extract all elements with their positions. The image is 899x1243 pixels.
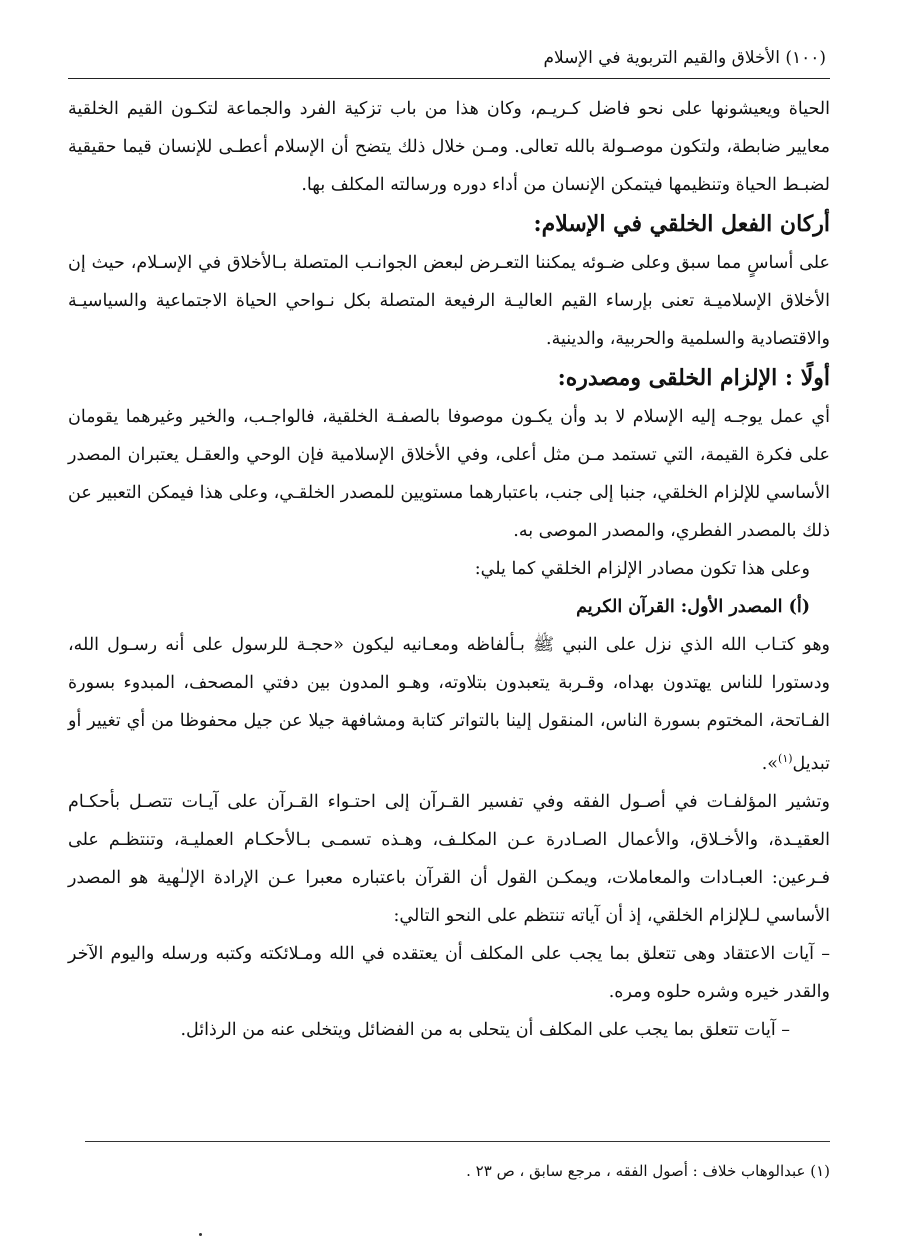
paragraph: على أساسٍ مما سبق وعلى ضـوئه يمكننا التعـرض لبعض الجوانـب المتصلة بـالأخلاق في الإسـلام، حيث إن الأخلاق الإسلاميـة تعنى بإرساء القيم العاليـة الرفيعة المتصلة بكل نـواحي الحياة الاجتماعية والسياسيـة والاقتصادية والسلمية والحربية، والدينية. bbox=[68, 253, 830, 349]
section-heading: أركان الفعل الخلقي في الإسلام: bbox=[533, 211, 830, 237]
paragraph-end: ». bbox=[761, 753, 779, 774]
page-body bbox=[68, 90, 830, 1049]
source-heading: (أ) المصدر الأول: القرآن الكريم bbox=[576, 597, 810, 617]
list-item: – آيات الاعتقاد وهى تتعلق بما يجب على المكلف أن يعتقده في الله ومـلائكته وكتبه ورسله واليوم الآخر والقدر خيره وشره حلوه ومره. bbox=[68, 943, 830, 1002]
subsection-heading: أولًا : الإلزام الخلقى ومصدره: bbox=[557, 365, 830, 391]
paragraph: وتشير المؤلفـات في أصـول الفقه وفي تفسير القـرآن إلى احتـواء القـرآن على آيـات تتصـل بأحكـام العقيـدة، والأخـلاق، والأعمال الصـادرة عـن المكلـف، وهـذه تسمـى بـالأحكـام العمليـة، وتنتظـم على فـرعين: العبـادات والمعاملات، ويمكـن القول أن القرآن باعتباره معبرا عـن الإرادة الإلـٰهية هو المصدر الأساسي لـلإلزام الخلقي، إذ أن آياته تنتظم على النحو التالي: bbox=[68, 791, 830, 926]
header-rule bbox=[68, 78, 830, 79]
footnote-ref[interactable]: (١) bbox=[778, 752, 793, 765]
paragraph bbox=[68, 626, 830, 783]
list-item: – آيات تتعلق بما يجب على المكلف أن يتحلى به من الفضائل ويتخلى عنه من الرذائل. bbox=[180, 1019, 790, 1040]
running-title: (١٠٠) الأخلاق والقيم التربوية في الإسلام bbox=[543, 48, 826, 68]
page-mark bbox=[199, 1233, 202, 1236]
paragraph: الحياة ويعيشونها على نحو فاضل كـريـم، وكان هذا من باب تزكية الفرد والجماعة لتكـون القيم الخلقية معايير ضابطة، ولتكون موصـولة بالله تعالى. ومـن خلال ذلك يتضح أن الإسلام أعطـى للإنسان قيما حقيقية لضبـط الحياة وتنظيمها فيتمكن الإنسان من أداء دوره ورسالته المكلف بها. bbox=[68, 99, 830, 195]
paragraph: وعلى هذا تكون مصادر الإلزام الخلقي كما يلي: bbox=[474, 559, 810, 579]
footnote: (١) عبدالوهاب خلاف : أصول الفقه ، مرجع سابق ، ص ٢٣ . bbox=[466, 1162, 830, 1180]
paragraph-text: وهو كتـاب الله الذي نزل على النبي ﷺ بـألفاظه ومعـانيه ليكون «حجـة للرسول على أنه رسـول الله، ودستورا للناس يهتدون بهداه، وقـربة يتعبدون بتلاوته، وهـو المدون بين دفتي المصحف، المبدوء بسورة الفـاتحة، المختوم بسورة الناس، المنقول إلينا بالتواتر كتابة ومشافهة جيلا عن جيل محفوظا من أي تغيير أو تبديل bbox=[68, 635, 830, 774]
running-header bbox=[543, 44, 826, 72]
footnote-rule bbox=[85, 1141, 830, 1142]
paragraph: أي عمل يوجـه إليه الإسلام لا بد وأن يكـون موصوفا بالصفـة الخلقية، فالواجـب، والخير وغيرهما يقومان على فكرة القيمة، التي تستمد مـن مثل أعلى، وفي الأخلاق الإسلامية فإن الوحي والعقـل يعتبران المصدر الأساسي للإلزام الخلقي، جنبا إلى جنب، باعتبارهما مستويين للمصدر الخلقـي، وعلى هذا فيمكن التعبير عن ذلك بالمصدر الفطري، والمصدر الموصى به. bbox=[68, 407, 830, 541]
